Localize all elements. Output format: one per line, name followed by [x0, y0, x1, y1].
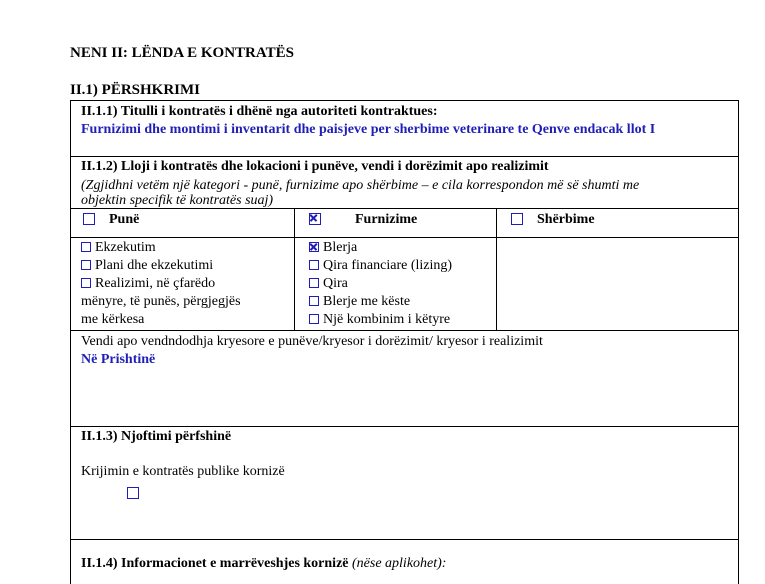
sherbime-checkbox[interactable]: [511, 213, 523, 225]
checkbox[interactable]: [81, 260, 91, 270]
col-divider: [294, 208, 295, 330]
checkbox-checked[interactable]: [309, 242, 319, 252]
furnizime-option[interactable]: Qira financiare (lizing): [309, 258, 452, 274]
category-pune[interactable]: Punë: [83, 212, 139, 228]
category-furnizime[interactable]: Furnizime: [309, 212, 417, 228]
row-divider: [71, 237, 738, 238]
furnizime-option[interactable]: Blerje me këste: [309, 294, 410, 310]
framework-checkbox[interactable]: [127, 487, 139, 499]
framework-info-heading: II.1.4) Informacionet e marrëveshjes kornizë (nëse aplikohet):: [81, 556, 447, 571]
pune-checkbox[interactable]: [83, 213, 95, 225]
row-divider: [71, 426, 738, 427]
checkbox[interactable]: [81, 278, 91, 288]
furnizime-option[interactable]: Qira: [309, 276, 348, 292]
col-divider: [496, 208, 497, 330]
contract-type-heading: II.1.2) Lloji i kontratës dhe lokacioni i punëve, vendi i dorëzimit apo realizimit: [81, 159, 549, 174]
pune-option[interactable]: Realizimi, në çfarëdo: [81, 276, 215, 292]
row-divider: [71, 330, 738, 331]
framework-text: Krijimin e kontratës publike kornizë: [81, 464, 285, 479]
contract-type-note: objektin specifik të kontratës suaj): [81, 193, 274, 208]
subsection-title: II.1) PËRSHKRIMI: [70, 82, 201, 98]
contract-table: [70, 100, 739, 584]
category-sherbime[interactable]: Shërbime: [511, 212, 595, 228]
furnizime-option[interactable]: Një kombinim i këtyre: [309, 312, 450, 328]
pune-option[interactable]: Plani dhe ekzekutimi: [81, 258, 213, 274]
row-divider: [71, 156, 738, 157]
checkbox[interactable]: [309, 296, 319, 306]
contract-title-heading: II.1.1) Titulli i kontratës i dhënë nga autoriteti kontraktues:: [81, 104, 438, 119]
notice-heading: II.1.3) Njoftimi përfshinë: [81, 429, 232, 444]
checkbox[interactable]: [81, 242, 91, 252]
section-title: NENI II: LËNDA E KONTRATËS: [70, 45, 294, 61]
pune-option[interactable]: Ekzekutim: [81, 240, 156, 256]
location-label: Vendi apo vendndodhja kryesore e punëve/kryesor i dorëzimit/ kryesor i realizimit: [81, 334, 543, 349]
checkbox[interactable]: [309, 260, 319, 270]
furnizime-option[interactable]: Blerja: [309, 240, 357, 256]
furnizime-checkbox-checked[interactable]: [309, 213, 321, 225]
row-divider: [71, 539, 738, 540]
pune-option-continuation: me kërkesa: [81, 312, 145, 327]
checkbox[interactable]: [309, 278, 319, 288]
contract-type-note: (Zgjidhni vetëm një kategori - punë, furnizime apo shërbime – e cila korrespondon më së shumti me: [81, 178, 640, 193]
checkbox[interactable]: [309, 314, 319, 324]
location-value: Në Prishtinë: [81, 352, 156, 367]
contract-title-value: Furnizimi dhe montimi i inventarit dhe paisjeve per sherbime veterinare te Qenve endacak llot I: [81, 122, 656, 137]
pune-option-continuation: mënyre, të punës, përgjegjës: [81, 294, 241, 309]
